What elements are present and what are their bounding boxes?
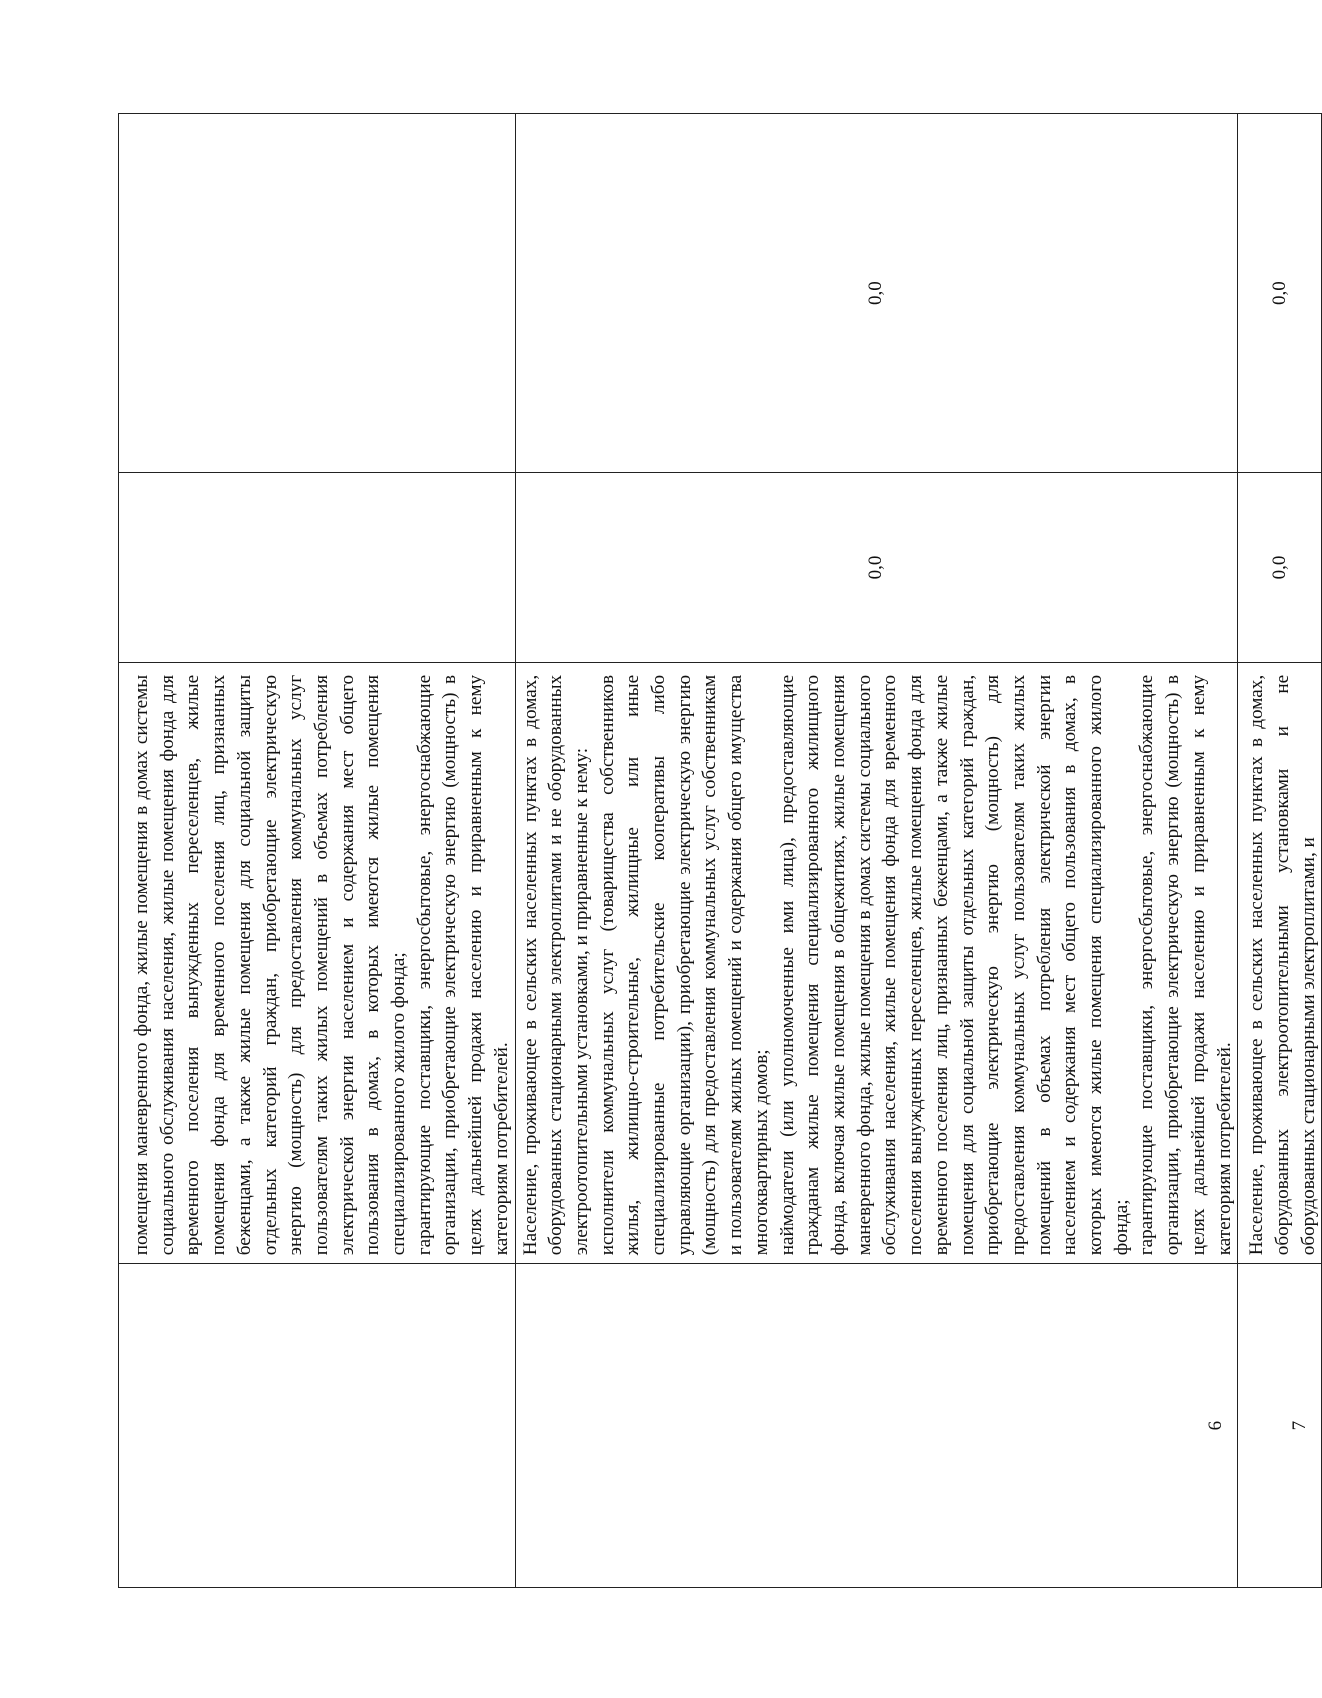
tariff-table bbox=[118, 113, 1322, 1588]
table-row bbox=[1238, 114, 1322, 1588]
description-cell bbox=[515, 662, 1238, 1263]
value-cell-2 bbox=[515, 114, 1238, 473]
value-2: 0,0 bbox=[865, 281, 887, 305]
description-paragraph: исполнители коммунальных услуг (товарищества собственников жилья, жилищно-строительные, жилищные или иные специализированные потребительские кооперативы либо управляющие организации), приобретающие электрическую энергию (мощность) для предоставления коммунальных услуг собственникам и пользователям жилых помещений и содержания общего имущества многоквартирных домов; bbox=[596, 674, 772, 1256]
description-paragraph: гарантирующие поставщики, энергосбытовые, энергоснабжающие организации, приобретающие электрическую энергию (мощность) в целях дальнейшей продажи населению и приравненным к нему категориям потребителей. bbox=[413, 674, 512, 1256]
row-number-cell bbox=[119, 1264, 516, 1588]
value-1: 0,0 bbox=[865, 555, 887, 580]
table-row bbox=[515, 114, 1238, 1588]
value-cell-1 bbox=[1238, 473, 1322, 663]
description-paragraph: гарантирующие поставщики, энергосбытовые, энергоснабжающие организации, приобретающие электрическую энергию (мощность) в целях дальнейшей продажи населению и приравненным к нему категориям потребителей. bbox=[1136, 674, 1235, 1256]
row-number-cell bbox=[515, 1264, 1238, 1588]
value-cell-2 bbox=[119, 114, 516, 473]
value-2: 0,0 bbox=[1268, 281, 1290, 305]
description-paragraph: Население, проживающее в сельских населенных пунктах в домах, оборудованных стационарными электроплитами и не оборудованных электроотопительными установками, и приравненные к нему: bbox=[519, 674, 592, 1256]
row-number: 6 bbox=[1205, 1420, 1227, 1431]
value-cell-2 bbox=[1238, 114, 1322, 473]
row-number-cell bbox=[1238, 1264, 1322, 1588]
row-number bbox=[491, 1264, 515, 1587]
table-row bbox=[119, 114, 516, 1588]
description-paragraph: помещения маневренного фонда, жилые помещения в домах системы социального обслуживания населения, жилые помещения фонда для временного поселения вынужденных переселенцев, жилые помещения фонда для временного поселения лиц, признанных беженцами, а также жилые помещения для социальной защиты отдельных категорий граждан, приобретающие электрическую энергию (мощность) для предоставления коммунальных услуг пользователям таких жилых помещений в объемах потребления электрической энергии населением и содержания мест общего пользования в домах, в которых имеются жилые помещения специализированного жилого фонда; bbox=[131, 674, 410, 1256]
description-cell bbox=[1238, 662, 1322, 1263]
row-number: 7 bbox=[1289, 1420, 1311, 1431]
description-paragraph: Население, проживающее в сельских населенных пунктах в домах, оборудованных электроотопительными установками и не оборудованных стационарными электроплитами, и bbox=[1246, 674, 1319, 1256]
description-cell bbox=[119, 662, 516, 1263]
value-cell-1 bbox=[515, 473, 1238, 663]
description-paragraph: наймодатели (или уполномоченные ими лица), предоставляющие гражданам жилые помещения специализированного жилищного фонда, включая жилые помещения в общежитиях, жилые помещения маневренного фонда, жилые помещения в домах системы социального обслуживания населения, жилые помещения фонда для временного поселения вынужденных переселенцев, жилые помещения фонда для временного поселения лиц, признанных беженцами, а также жилые помещения для социальной защиты отдельных категорий граждан, приобретающие электрическую энергию (мощность) для предоставления коммунальных услуг пользователям таких жилых помещений в объемах потребления электрической энергии населением и содержания мест общего пользования в домах, в которых имеются жилые помещения специализированного жилого фонда; bbox=[776, 674, 1132, 1256]
value-cell-1 bbox=[119, 473, 516, 663]
value-1: 0,0 bbox=[1268, 555, 1290, 580]
